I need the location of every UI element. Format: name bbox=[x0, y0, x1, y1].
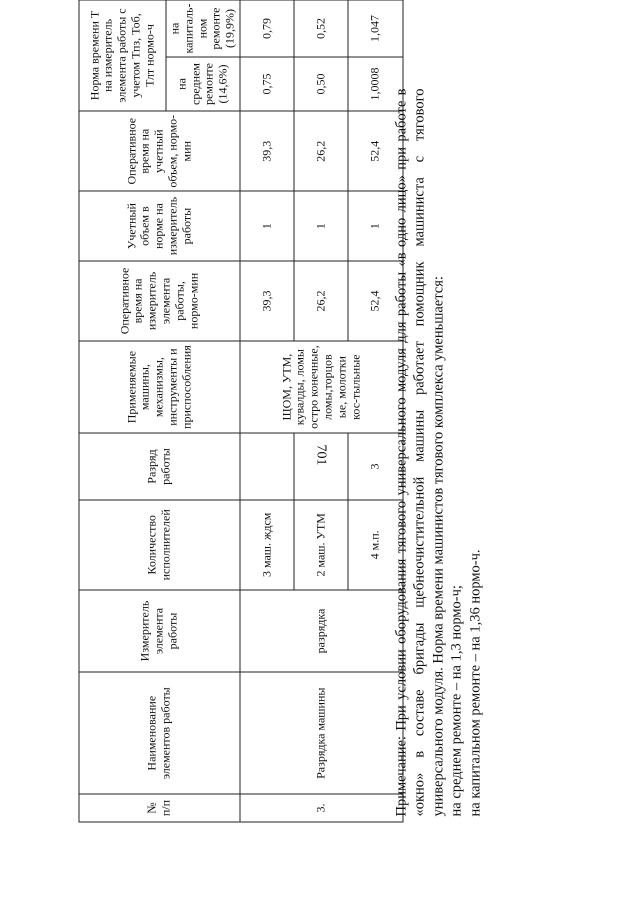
header-name: Наименование элементов работы bbox=[79, 672, 240, 794]
header-norm-mid: на среднем ремонте (14,6%) bbox=[166, 57, 240, 111]
cell-performers: 2 маш. УТМ bbox=[294, 500, 348, 590]
cell-volume: 1 bbox=[348, 191, 403, 260]
note-block bbox=[393, 89, 485, 817]
cell-performers: 4 м.п. bbox=[348, 500, 403, 590]
cell-norm-cap: 1,047 bbox=[348, 0, 403, 57]
cell-op-time: 39,3 bbox=[240, 261, 294, 342]
cell-performers: 3 маш. ждcм bbox=[240, 500, 294, 590]
header-num: № п/п bbox=[79, 794, 240, 822]
cell-grade bbox=[294, 433, 348, 500]
cell-tools: ЩОМ, УТМ, кувалды, ломы остро конечные, ломы,торцов ые, молотки кос-тыльные bbox=[240, 341, 403, 433]
cell-volume: 1 bbox=[240, 191, 294, 260]
cell-norm-mid: 1,0008 bbox=[348, 57, 403, 111]
note-line: на среднем ремонте – на 1,3 нормо-ч; bbox=[448, 585, 465, 817]
cell-norm-cap: 0,79 bbox=[240, 0, 294, 57]
cell-norm-cap: 0,52 bbox=[294, 0, 348, 57]
header-norm-group: Норма времени Т на измеритель элемента работы с учетом Тпз, Тоб, Тлт нормо-ч bbox=[79, 0, 166, 111]
table-row bbox=[240, 0, 294, 822]
cell-op-time: 52,4 bbox=[348, 261, 403, 342]
cell-volume: 1 bbox=[294, 191, 348, 260]
page-number: 701 bbox=[313, 444, 328, 466]
cell-norm-mid: 0,75 bbox=[240, 57, 294, 111]
note-line: на капитальном ремонте – на 1,36 нормо-ч. bbox=[467, 549, 484, 817]
cell-norm-mid: 0,50 bbox=[294, 57, 348, 111]
cell-op-time-volume: 39,3 bbox=[240, 111, 294, 192]
cell-op-time-volume: 52,4 bbox=[348, 111, 403, 192]
header-meter: Измеритель элемента работы bbox=[79, 590, 240, 673]
note-line: универсального модуля. Норма времени машинистов тягового комплекса уменьшается: bbox=[430, 276, 447, 817]
cell-grade: 3 bbox=[348, 433, 403, 500]
header-volume: Учетный объем в норме на измеритель работы bbox=[79, 191, 240, 260]
cell-grade bbox=[240, 433, 294, 500]
cell-meter: разрядка bbox=[240, 590, 403, 673]
header-norm-cap: на капиталь-ном ремонте (19,9%) bbox=[166, 0, 240, 57]
header-grade: Разряд работы bbox=[79, 433, 240, 500]
header-performers: Количество исполнителей bbox=[79, 500, 240, 590]
norms-table bbox=[79, 0, 404, 823]
header-tools: Применяемые машины, механизмы, инструменты и приспособления bbox=[79, 341, 240, 433]
note-line: «окно» в составе бригады щебнеочистительной машины работает помощник машиниста с тягового bbox=[411, 88, 428, 817]
rotated-page-content bbox=[1, 0, 640, 905]
cell-name: Разрядка машины bbox=[240, 672, 403, 794]
cell-num: 3. bbox=[240, 794, 403, 822]
cell-op-time: 26,2 bbox=[294, 261, 348, 342]
cell-op-time-volume: 26,2 bbox=[294, 111, 348, 192]
table-header-row bbox=[79, 0, 166, 822]
header-op-time-volume: Оперативное время на учетный объем, нормо-мин bbox=[79, 111, 240, 192]
header-op-time: Оперативное время на измеритель элемента работы, нормо-мин bbox=[79, 261, 240, 342]
note-line: Примечание: При условии оборудования тягового универсального модуля для работы «в одно лицо» при работе в bbox=[393, 88, 410, 817]
